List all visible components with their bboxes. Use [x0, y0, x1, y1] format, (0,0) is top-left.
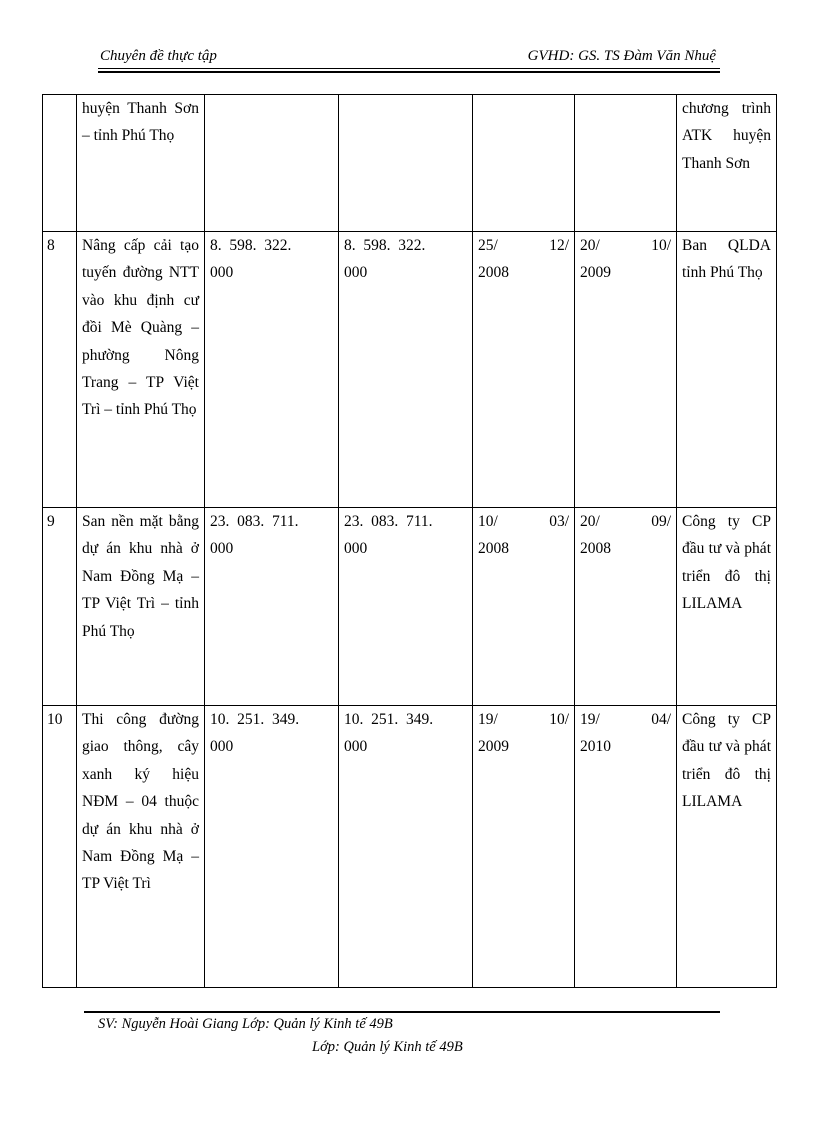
end-date — [575, 508, 677, 706]
project-name: Thi công đường giao thông, cây xanh ký hiệu NĐM – 04 thuộc dự án khu nhà ở Nam Đồng Mạ – TP Việt Trì — [77, 706, 205, 988]
date-day-month — [478, 508, 569, 535]
end-date — [575, 95, 677, 232]
settled-value — [339, 706, 473, 988]
date-day-month — [580, 232, 671, 259]
contract-value — [205, 508, 339, 706]
footer-student: SV: Nguyễn Hoài Giang Lớp: Quản lý Kinh tế 49B — [98, 1016, 393, 1032]
date-year: 2010 — [580, 738, 611, 756]
value-line: 10. 251. 349. — [344, 711, 434, 728]
start-date — [473, 706, 575, 988]
date-month: 09/ — [651, 513, 671, 530]
end-date — [575, 232, 677, 508]
start-date — [473, 95, 575, 232]
row-number: 10 — [43, 706, 77, 988]
date-day-month — [580, 706, 671, 733]
date-year: 2009 — [478, 738, 509, 756]
owner: Công ty CP đầu tư và phát triển đô thị LILAMA — [677, 508, 777, 706]
date-month: 04/ — [651, 711, 671, 728]
contract-value — [205, 232, 339, 508]
project-table — [42, 94, 777, 988]
value-line: 10. 251. 349. — [210, 711, 300, 728]
project-name: huyện Thanh Sơn – tỉnh Phú Thọ — [77, 95, 205, 232]
value-line: 000 — [344, 264, 368, 282]
value-line: 23. 083. 711. — [210, 513, 299, 530]
date-month: 03/ — [549, 513, 569, 530]
value-line: 8. 598. 322. — [210, 237, 292, 254]
date-day-month — [478, 706, 569, 733]
value-line: 000 — [210, 264, 234, 282]
start-date — [473, 508, 575, 706]
date-month: 10/ — [549, 711, 569, 728]
contract-value — [205, 95, 339, 232]
date-day: 25/ — [478, 237, 498, 254]
header-rule — [98, 68, 720, 69]
date-year: 2008 — [478, 540, 509, 558]
header-supervisor: GVHD: GS. TS Đàm Văn Nhuệ — [527, 48, 716, 64]
owner: Ban QLDA tỉnh Phú Thọ — [677, 232, 777, 508]
project-name: Nâng cấp cải tạo tuyến đường NTT vào khu định cư đồi Mè Quàng – phường Nông Trang – TP Việt Trì – tỉnh Phú Thọ — [77, 232, 205, 508]
value-line: 000 — [344, 738, 368, 756]
contract-value — [205, 706, 339, 988]
value-line: 000 — [210, 540, 234, 558]
header-title: Chuyên đề thực tập — [100, 48, 217, 64]
date-day-month — [580, 508, 671, 535]
settled-value — [339, 232, 473, 508]
table-row — [43, 706, 777, 988]
settled-value — [339, 95, 473, 232]
date-day-month — [478, 232, 569, 259]
value-line: 000 — [210, 738, 234, 756]
date-day: 19/ — [478, 711, 498, 728]
settled-value — [339, 508, 473, 706]
table-row — [43, 508, 777, 706]
value-line: 000 — [344, 540, 368, 558]
end-date — [575, 706, 677, 988]
row-number — [43, 95, 77, 232]
owner: Công ty CP đầu tư và phát triển đô thị LILAMA — [677, 706, 777, 988]
value-line: 23. 083. 711. — [344, 513, 433, 530]
row-number: 9 — [43, 508, 77, 706]
project-name: San nền mặt bằng dự án khu nhà ở Nam Đồng Mạ – TP Việt Trì – tỉnh Phú Thọ — [77, 508, 205, 706]
date-day: 10/ — [478, 513, 498, 530]
date-month: 10/ — [651, 237, 671, 254]
date-year: 2008 — [478, 264, 509, 282]
value-line: 8. 598. 322. — [344, 237, 426, 254]
owner: chương trình ATK huyện Thanh Sơn — [677, 95, 777, 232]
table-row — [43, 95, 777, 232]
row-number: 8 — [43, 232, 77, 508]
date-month: 12/ — [549, 237, 569, 254]
date-day: 19/ — [580, 711, 600, 728]
table-row — [43, 232, 777, 508]
page-header — [98, 46, 718, 68]
start-date — [473, 232, 575, 508]
footer-rule — [84, 1011, 720, 1013]
date-year: 2009 — [580, 264, 611, 282]
date-year: 2008 — [580, 540, 611, 558]
footer-class: Lớp: Quản lý Kinh tế 49B — [312, 1039, 463, 1055]
date-day: 20/ — [580, 513, 600, 530]
header-rule-thick — [98, 71, 720, 73]
date-day: 20/ — [580, 237, 600, 254]
